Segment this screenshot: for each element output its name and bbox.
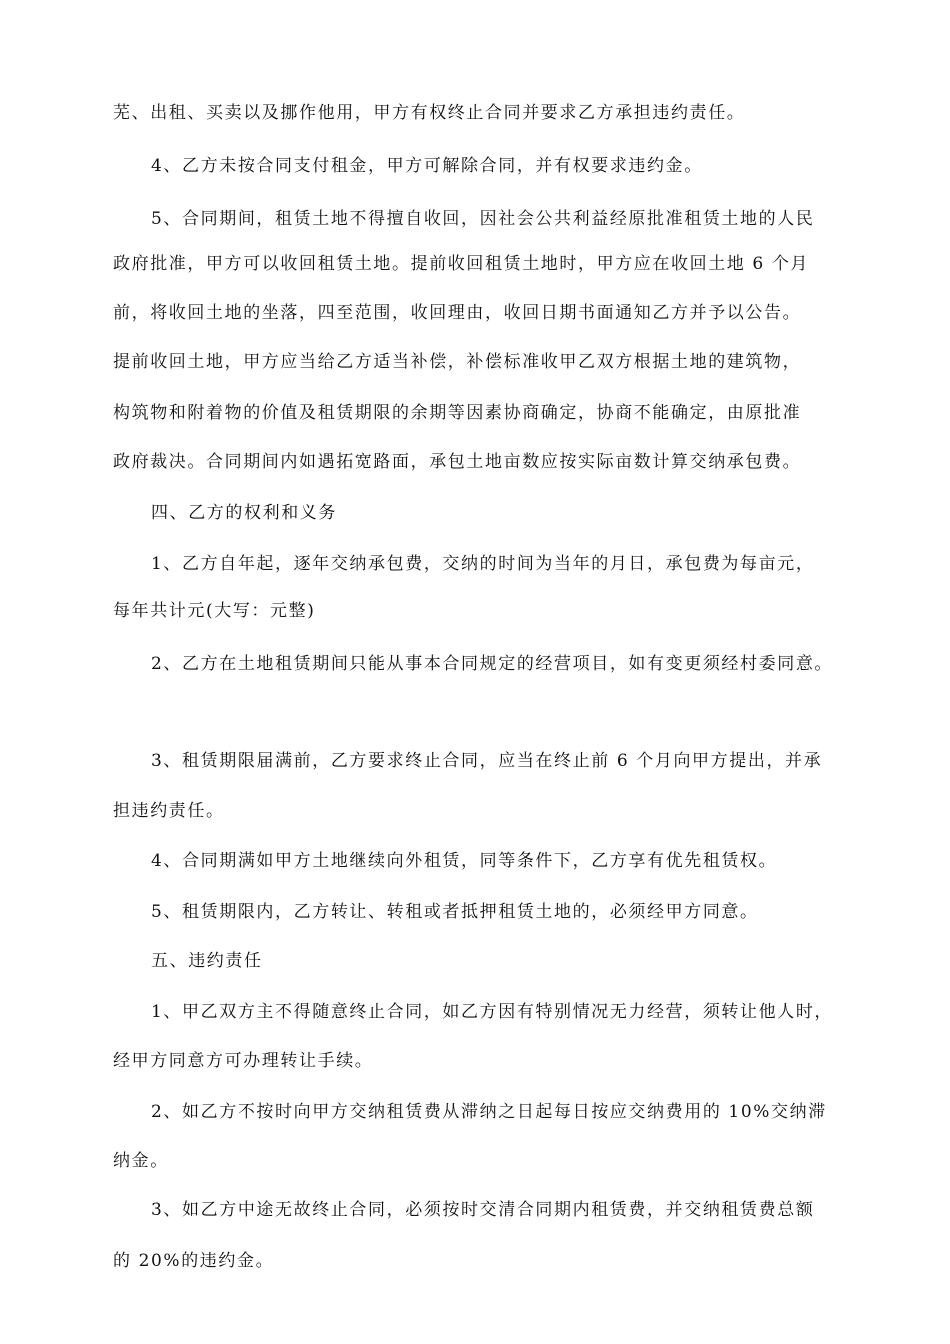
- section-heading: 五、违约责任: [151, 951, 263, 971]
- section-heading: 四、乙方的权利和义务: [151, 503, 337, 523]
- text-line: 1、乙方自年起，逐年交纳承包费，交纳的时间为当年的月日，承包费为每亩元，: [151, 554, 815, 574]
- text-line: 的 20%的违约金。: [113, 1251, 275, 1271]
- text-line: 担违约责任。: [113, 801, 225, 821]
- text-line: 4、合同期满如甲方土地继续向外租赁，同等条件下，乙方享有优先租赁权。: [151, 851, 778, 871]
- text-line: 提前收回土地，甲方应当给乙方适当补偿，补偿标准收甲乙双方根据土地的建筑物，: [113, 352, 802, 372]
- text-line: 5、租赁期限内，乙方转让、转租或者抵押租赁土地的，必须经甲方同意。: [151, 902, 759, 922]
- text-line: 5、合同期间，租赁土地不得擅自收回，因社会公共利益经原批准租赁土地的人民: [151, 209, 815, 229]
- text-line: 1、甲乙双方主不得随意终止合同，如乙方因有特别情况无力经营，须转让他人时，: [151, 1002, 834, 1022]
- text-line: 2、如乙方不按时向甲方交纳租赁费从滞纳之日起每日按应交纳费用的 10%交纳滞: [151, 1102, 827, 1122]
- text-line: 前，将收回土地的坐落，四至范围，收回理由，收回日期书面通知乙方并予以公告。: [113, 303, 802, 323]
- text-line: 纳金。: [113, 1151, 169, 1171]
- text-line: 4、乙方未按合同支付租金，甲方可解除合同，并有权要求违约金。: [151, 156, 703, 176]
- text-line: 2、乙方在土地租赁期间只能从事本合同规定的经营项目，如有变更须经村委同意。: [151, 654, 834, 674]
- text-line: 3、租赁期限届满前，乙方要求终止合同，应当在终止前 6 个月向甲方提出，并承: [151, 751, 823, 771]
- text-line: 经甲方同意方可办理转让手续。: [113, 1051, 374, 1071]
- text-line: 芜、出租、买卖以及挪作他用，甲方有权终止合同并要求乙方承担违约责任。: [113, 103, 746, 123]
- text-line: 政府批准，甲方可以收回租赁土地。提前收回租赁土地时，甲方应在收回土地 6 个月: [113, 254, 810, 274]
- text-line: 3、如乙方中途无故终止合同，必须按时交清合同期内租赁费，并交纳租赁费总额: [151, 1200, 815, 1220]
- text-line: 每年共计元(大写：元整): [113, 601, 316, 621]
- text-line: 政府裁决。合同期间内如遇拓宽路面，承包土地亩数应按实际亩数计算交纳承包费。: [113, 452, 802, 472]
- text-line: 构筑物和附着物的价值及租赁期限的余期等因素协商确定，协商不能确定，由原批准: [113, 403, 802, 423]
